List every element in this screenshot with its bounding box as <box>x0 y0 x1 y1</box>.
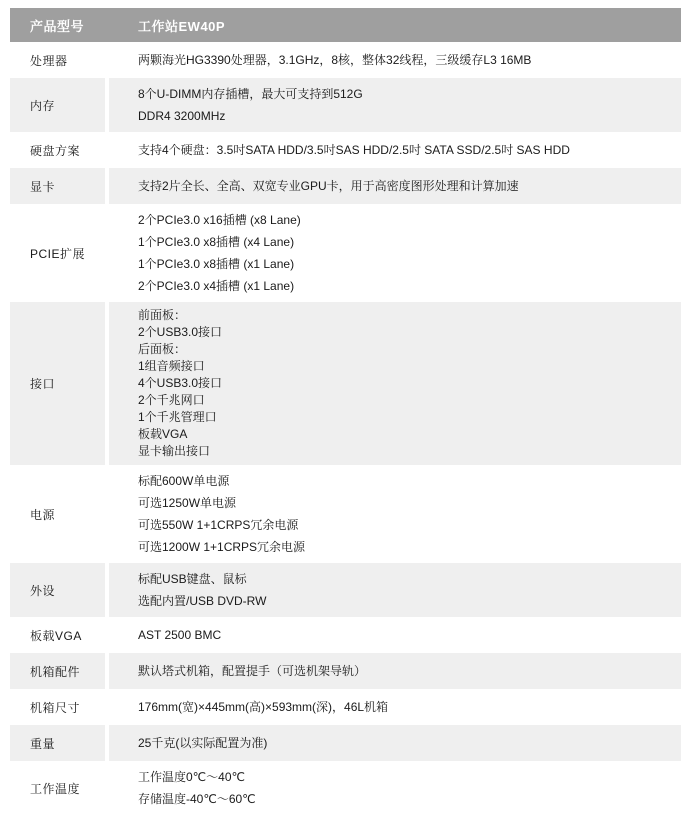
spec-value-line: 工作温度0℃～40℃ <box>138 770 245 784</box>
spec-value-line: 选配内置/USB DVD-RW <box>138 594 267 608</box>
spec-label: 内存 <box>30 98 56 113</box>
spec-value-line: 可选550W 1+1CRPS冗余电源 <box>138 518 299 532</box>
spec-value <box>105 761 681 815</box>
spec-value <box>105 563 681 617</box>
spec-value-line: 板载VGA <box>138 427 188 441</box>
spec-value-line: 1组音频接口 <box>138 359 205 373</box>
spec-label: 板载VGA <box>30 628 82 643</box>
spec-label: 接口 <box>30 377 56 391</box>
spec-label: 外设 <box>30 583 56 598</box>
spec-value-line: 支持4个硬盘：3.5吋SATA HDD/3.5吋SAS HDD/2.5吋 SATA SSD/2.5吋 SAS HDD <box>138 143 570 157</box>
spec-value <box>105 78 681 132</box>
spec-row <box>10 168 681 204</box>
spec-table <box>10 8 681 815</box>
spec-label: 硬盘方案 <box>30 143 81 158</box>
spec-value-line: 默认塔式机箱，配置提手（可选机架导轨） <box>138 664 367 678</box>
spec-value-line: DDR4 3200MHz <box>138 109 226 123</box>
spec-value <box>105 465 681 563</box>
spec-value-line: 4个USB3.0接口 <box>138 376 223 390</box>
spec-value-line: 176mm(宽)×445mm(高)×593mm(深)，46L机箱 <box>138 700 389 714</box>
spec-value <box>105 725 681 761</box>
spec-table-body <box>10 42 681 815</box>
spec-value-line: AST 2500 BMC <box>138 628 222 642</box>
spec-row <box>10 725 681 761</box>
spec-label: 重量 <box>30 736 56 751</box>
spec-label: 电源 <box>30 507 56 522</box>
spec-value-line: 8个U-DIMM内存插槽，最大可支持到512G <box>138 87 363 101</box>
spec-row <box>10 563 681 617</box>
spec-label: 处理器 <box>30 53 68 68</box>
spec-value-line: 后面板： <box>138 342 187 356</box>
spec-value <box>105 42 681 78</box>
spec-row <box>10 617 681 653</box>
spec-value-line: 可选1250W单电源 <box>138 496 237 510</box>
spec-value-line: 2个PCIe3.0 x4插槽 (x1 Lane) <box>138 279 295 293</box>
spec-value <box>105 132 681 168</box>
spec-value-line: 支持2片全长、全高、双宽专业GPU卡，用于高密度图形处理和计算加速 <box>138 179 519 193</box>
spec-row <box>10 465 681 563</box>
spec-value <box>105 302 681 465</box>
spec-value <box>105 617 681 653</box>
spec-value-line: 显卡输出接口 <box>138 444 211 458</box>
spec-value-line: 1个PCIe3.0 x8插槽 (x4 Lane) <box>138 235 295 249</box>
spec-value-line: 25千克(以实际配置为准) <box>138 736 268 750</box>
spec-row <box>10 78 681 132</box>
spec-value <box>105 653 681 689</box>
spec-value <box>105 689 681 725</box>
header-product-name: 工作站EW40P <box>138 18 226 34</box>
spec-table-header-row <box>10 8 681 42</box>
spec-label: PCIE扩展 <box>30 246 86 261</box>
spec-value-line: 存储温度-40℃～60℃ <box>138 792 256 806</box>
spec-value <box>105 204 681 302</box>
spec-value-line: 两颗海光HG3390处理器，3.1GHz，8核，整体32线程，三级缓存L3 16MB <box>138 53 532 67</box>
spec-row <box>10 42 681 78</box>
spec-value-line: 2个千兆网口 <box>138 393 205 407</box>
spec-value-line: 前面板： <box>138 308 187 322</box>
spec-value-line: 1个千兆管理口 <box>138 410 217 424</box>
spec-label: 工作温度 <box>30 781 81 796</box>
spec-label: 显卡 <box>30 179 56 194</box>
spec-value-line: 1个PCIe3.0 x8插槽 (x1 Lane) <box>138 257 295 271</box>
spec-value <box>105 168 681 204</box>
spec-label: 机箱尺寸 <box>30 700 81 715</box>
spec-row <box>10 204 681 302</box>
spec-row <box>10 689 681 725</box>
spec-value-line: 可选1200W 1+1CRPS冗余电源 <box>138 540 306 554</box>
spec-row <box>10 132 681 168</box>
header-label: 产品型号 <box>30 18 85 34</box>
spec-row <box>10 653 681 689</box>
spec-value-line: 2个USB3.0接口 <box>138 325 223 339</box>
spec-row <box>10 761 681 815</box>
spec-value-line: 标配600W单电源 <box>138 474 230 488</box>
spec-row <box>10 302 681 465</box>
spec-value-line: 标配USB键盘、鼠标 <box>138 572 247 586</box>
spec-label: 机箱配件 <box>30 664 81 679</box>
spec-value-line: 2个PCIe3.0 x16插槽 (x8 Lane) <box>138 213 301 227</box>
